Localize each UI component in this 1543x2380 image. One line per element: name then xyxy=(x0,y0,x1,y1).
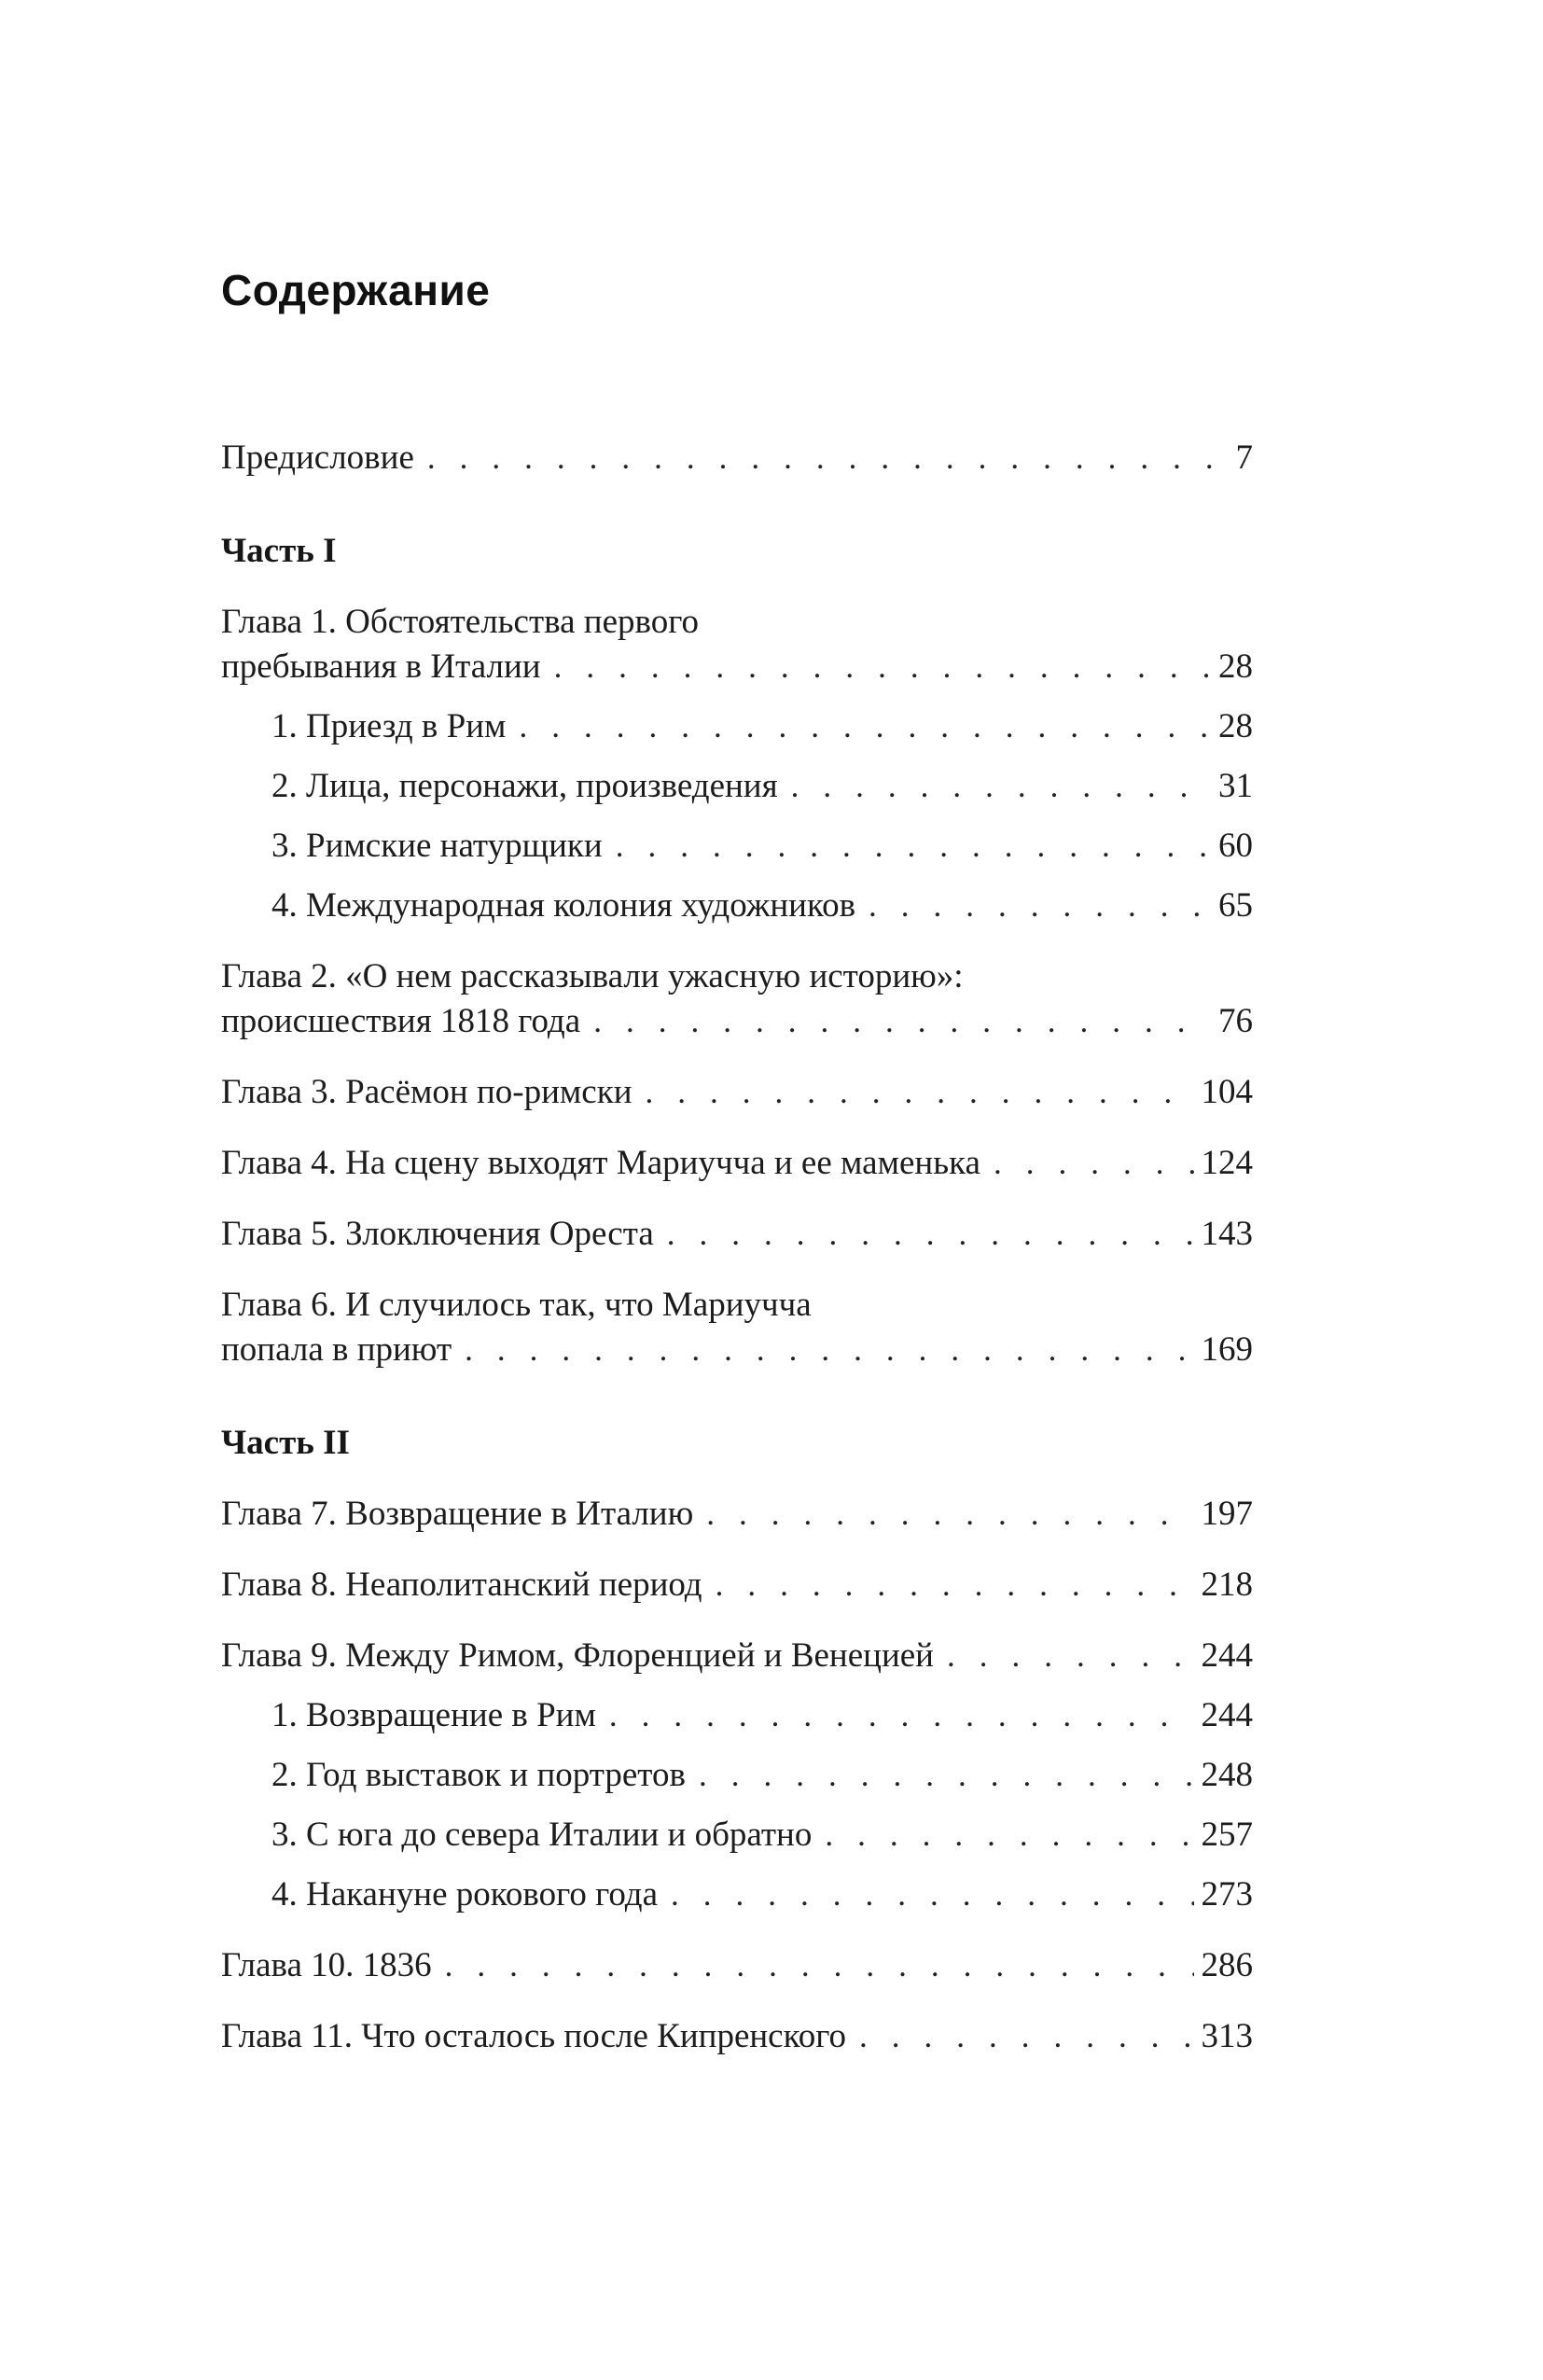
toc-entry-label: Глава 4. На сцену выходят Мариучча и ее маменька xyxy=(221,1144,980,1182)
toc-entry-line xyxy=(271,824,1253,869)
page-number: 76 xyxy=(1218,1002,1253,1040)
toc-entry-label: 3. Римские натурщики xyxy=(271,827,603,865)
dot-leader xyxy=(706,1492,1193,1537)
page-number: 244 xyxy=(1201,1636,1253,1675)
dot-leader xyxy=(699,1753,1194,1798)
toc-entry-label: Глава 9. Между Римом, Флоренцией и Венецией xyxy=(221,1636,934,1675)
toc-entry xyxy=(221,1283,1253,1372)
dot-leader xyxy=(859,2014,1194,2059)
page-number: 143 xyxy=(1201,1215,1253,1253)
toc-entry xyxy=(221,1753,1253,1798)
toc-entry-label: 1. Возвращение в Рим xyxy=(271,1696,596,1734)
dot-leader xyxy=(947,1634,1194,1678)
toc-entry-line xyxy=(221,1141,1253,1186)
toc-entry-line xyxy=(221,1492,1253,1537)
toc-entry xyxy=(221,1693,1253,1738)
toc-entry-line xyxy=(221,1070,1253,1115)
dot-leader xyxy=(445,1943,1194,1988)
toc-entry xyxy=(221,1813,1253,1858)
toc-entry xyxy=(221,1872,1253,1917)
page-number: 169 xyxy=(1201,1330,1253,1369)
toc-entry-line xyxy=(271,764,1253,809)
toc-entry-label: попала в приют xyxy=(221,1330,452,1369)
toc-entry xyxy=(221,1634,1253,1678)
toc-entry-label: Глава 3. Расёмон по-римски xyxy=(221,1073,632,1111)
page-number: 244 xyxy=(1201,1696,1253,1734)
dot-leader xyxy=(716,1563,1194,1608)
dot-leader xyxy=(671,1872,1193,1917)
toc-entry-line xyxy=(221,2014,1253,2059)
toc-entry-label: 4. Международная колония художников xyxy=(271,886,856,925)
toc-entry-label: Глава 7. Возвращение в Италию xyxy=(221,1495,694,1533)
toc-entry-line xyxy=(271,1693,1253,1738)
toc-entry-label: 1. Приезд в Рим xyxy=(271,707,507,745)
toc-entry-line xyxy=(221,1563,1253,1608)
toc-entry xyxy=(221,600,1253,689)
page-title: Содержание xyxy=(221,266,491,314)
page-number: 257 xyxy=(1201,1816,1253,1854)
dot-leader xyxy=(825,1813,1193,1858)
toc-entry-label: 2. Год выставок и портретов xyxy=(271,1756,686,1794)
toc-entry xyxy=(221,1563,1253,1608)
toc-entry-label: происшествия 1818 года xyxy=(221,1002,581,1040)
page-number: 273 xyxy=(1201,1875,1253,1914)
dot-leader xyxy=(519,704,1211,749)
toc-entry xyxy=(221,436,1253,480)
toc-entry-line xyxy=(221,1943,1253,1988)
toc-entry xyxy=(221,2014,1253,2059)
dot-leader xyxy=(554,645,1211,689)
dot-leader xyxy=(667,1212,1194,1257)
toc-entry-line xyxy=(271,1753,1253,1798)
toc-entry xyxy=(221,704,1253,749)
toc-entry xyxy=(221,824,1253,869)
toc-entry-label: 3. С юга до севера Италии и обратно xyxy=(271,1816,813,1854)
page-number: 218 xyxy=(1201,1566,1253,1604)
toc-entry-label: пребывания в Италии xyxy=(221,647,541,686)
dot-leader xyxy=(791,764,1211,809)
dot-leader xyxy=(994,1141,1194,1186)
page-number: 28 xyxy=(1218,647,1253,686)
part-heading: Часть II xyxy=(221,1424,350,1462)
toc-entry-line: Глава 6. И случилось так, что Мариучча xyxy=(221,1286,812,1324)
toc-entry-line xyxy=(221,436,1253,480)
page-number: 313 xyxy=(1201,2017,1253,2055)
toc-entry xyxy=(221,1212,1253,1257)
toc-entry-label: Предисловие xyxy=(221,438,414,477)
page-number: 104 xyxy=(1201,1073,1253,1111)
table-of-contents xyxy=(221,436,1253,2059)
toc-entry xyxy=(221,1070,1253,1115)
page-number: 28 xyxy=(1218,707,1253,745)
toc-entry xyxy=(221,954,1253,1044)
toc-entry xyxy=(221,1141,1253,1186)
page-number: 197 xyxy=(1201,1495,1253,1533)
toc-entry-line xyxy=(271,1813,1253,1858)
toc-entry-line xyxy=(271,704,1253,749)
toc-entry-line xyxy=(221,645,1253,689)
page-number: 7 xyxy=(1235,438,1253,477)
toc-entry-line xyxy=(271,1872,1253,1917)
page-number: 286 xyxy=(1201,1946,1253,1984)
dot-leader xyxy=(646,1070,1194,1115)
toc-entry xyxy=(221,1492,1253,1537)
toc-entry-line: Глава 2. «О нем рассказывали ужасную историю»: xyxy=(221,957,964,995)
toc-entry-label: Глава 10. 1836 xyxy=(221,1946,432,1984)
part-heading: Часть I xyxy=(221,532,337,570)
dot-leader xyxy=(616,824,1211,869)
toc-entry-label: Глава 11. Что осталось после Кипренского xyxy=(221,2017,846,2055)
toc-entry-label: Глава 8. Неаполитанский период xyxy=(221,1566,702,1604)
toc-entry xyxy=(221,884,1253,928)
page-number: 248 xyxy=(1201,1756,1253,1794)
toc-entry xyxy=(221,764,1253,809)
page-number: 65 xyxy=(1218,886,1253,925)
toc-entry-line xyxy=(271,884,1253,928)
page-number: 60 xyxy=(1218,827,1253,865)
page-number: 31 xyxy=(1218,767,1253,805)
toc-entry-label: 2. Лица, персонажи, произведения xyxy=(271,767,778,805)
toc-entry-line: Глава 1. Обстоятельства первого xyxy=(221,603,699,641)
dot-leader xyxy=(593,999,1211,1044)
dot-leader xyxy=(869,884,1211,928)
toc-entry xyxy=(221,1943,1253,1988)
dot-leader xyxy=(427,436,1229,480)
toc-entry-line xyxy=(221,1212,1253,1257)
toc-entry-label: Глава 5. Злоключения Ореста xyxy=(221,1215,654,1253)
toc-entry-line xyxy=(221,1634,1253,1678)
toc-entry-line xyxy=(221,1328,1253,1372)
page-number: 124 xyxy=(1201,1144,1253,1182)
dot-leader xyxy=(465,1328,1193,1372)
toc-entry-label: 4. Накануне рокового года xyxy=(271,1875,659,1914)
toc-entry-line xyxy=(221,999,1253,1044)
dot-leader xyxy=(609,1693,1194,1738)
